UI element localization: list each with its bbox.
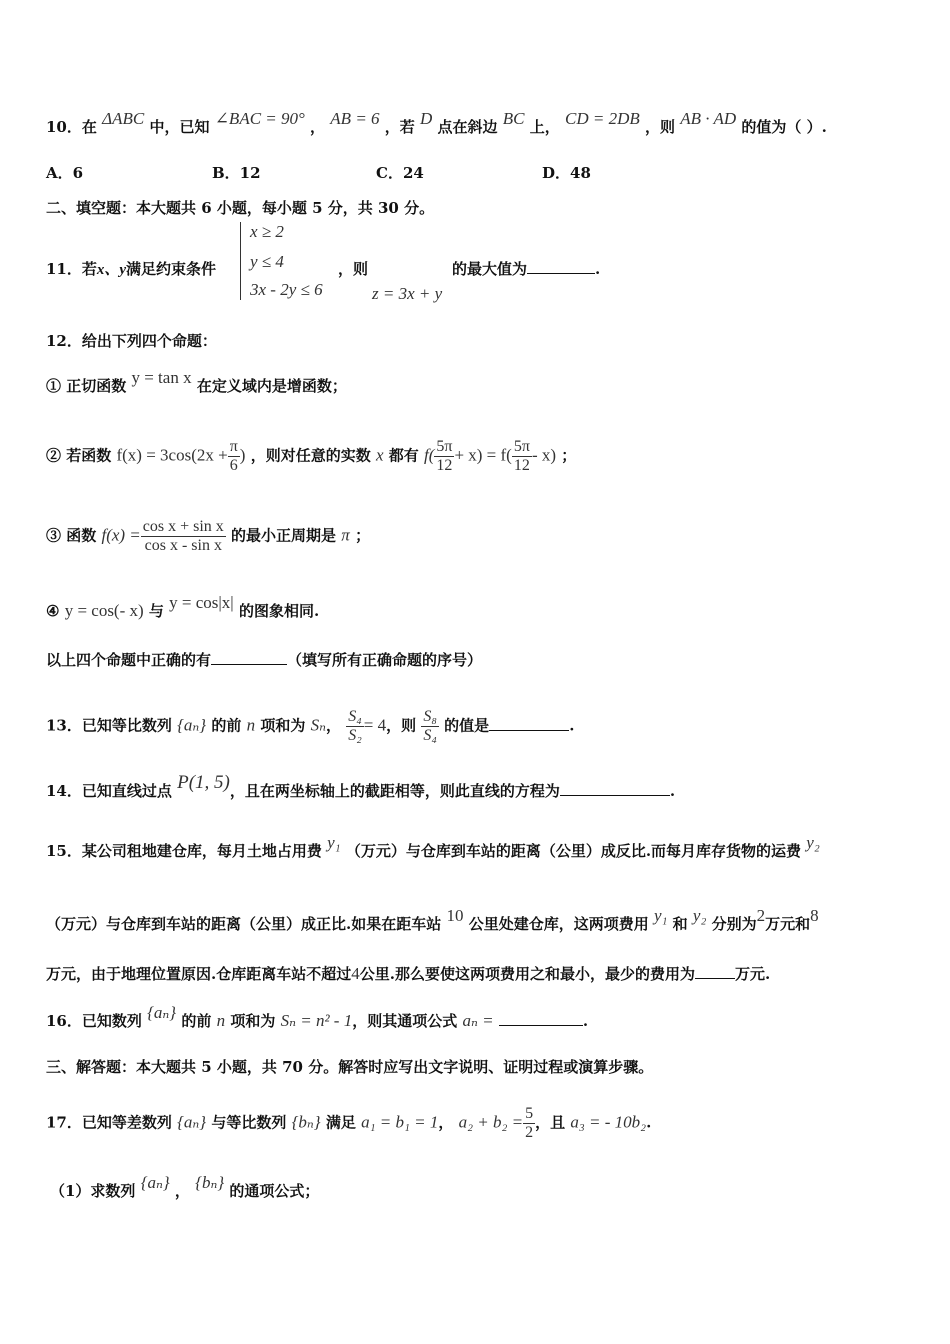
q12-p4-text: ④ (46, 602, 60, 620)
question-17 (46, 1105, 651, 1142)
q10-cd: CD = 2DB (565, 109, 640, 128)
q14-answer-blank[interactable] (560, 781, 670, 796)
q10-text: 的值为（ ）. (741, 118, 827, 136)
q12-answer-blank[interactable] (211, 650, 287, 665)
q17-text: 满足 (325, 1113, 356, 1132)
q10-number: 10．在 (46, 118, 97, 136)
q13-end: . (569, 716, 575, 735)
q12-p2-text: 都有 (388, 446, 419, 465)
question-14 (46, 772, 676, 802)
q15-text: 万元. (734, 965, 771, 983)
q12-intro: 12．给出下列四个命题： (46, 332, 217, 350)
q17-part1-sep: ， (174, 1182, 190, 1200)
q15-text: 和 (672, 915, 688, 933)
q10-ab: AB = 6 (330, 109, 380, 128)
frac-den: 12 (513, 457, 530, 474)
q17-fraction (523, 1105, 535, 1142)
frac-den: S₄ (423, 727, 437, 744)
q14-end: . (669, 782, 676, 800)
frac-num: S₈ (423, 708, 437, 725)
q12-p3-fraction (141, 518, 226, 555)
q17-part1-a: {aₙ} (140, 1173, 170, 1192)
q16-text: 的前 (181, 1012, 212, 1030)
q16-text: ，则其通项公式 (352, 1012, 458, 1030)
q12-p4-text: 与 (148, 602, 164, 620)
q12-p1-text: ① 正切函数 (46, 377, 127, 395)
q13-ratio-1 (346, 708, 364, 745)
section-2-heading: 二、填空题：本大题共 6 小题，每小题 5 分，共 30 分。 (46, 199, 435, 217)
q12-p2-rhs: - x) (531, 445, 557, 465)
q11-text: 的最大值为 (452, 260, 528, 278)
q17-part1-text: （1）求数列 (50, 1182, 136, 1200)
q15-y1: y₁ (327, 833, 341, 852)
q13-text: 项和为 (260, 716, 306, 735)
q12-proposition-4 (46, 593, 320, 621)
q17-sequence-b: {bₙ} (291, 1112, 321, 1132)
question-15-line-2 (46, 906, 819, 934)
q12-p2-fraction (228, 438, 240, 475)
q10-option-b: B．12 (212, 164, 261, 182)
q12-p3-pi: π (341, 525, 350, 545)
q10-option-d: D．48 (542, 164, 591, 182)
q12-summary (46, 649, 482, 670)
q11-end: . (595, 260, 601, 278)
q12-p1-formula: y = tan x (131, 368, 192, 387)
q17-condition-2: a₂ + b₂ = (458, 1112, 524, 1132)
q12-p2-x: x (375, 445, 384, 465)
q17-sequence-a: {aₙ} (177, 1112, 207, 1132)
q13-sequence: {aₙ} (177, 715, 207, 735)
q17-end: . (646, 1113, 652, 1132)
q10-text: ，若 (384, 118, 415, 136)
q13-answer-blank[interactable] (489, 716, 569, 731)
q11-vars: x、y (96, 262, 127, 278)
q11-text: ，则 (338, 260, 369, 278)
q10-angle: ∠BAC = 90° (214, 109, 305, 128)
q16-sequence: {aₙ} (147, 1003, 177, 1022)
q15-text: 公里处建仓库，这两项费用 (468, 915, 649, 933)
q12-p2-formula: ) (239, 445, 246, 465)
frac-num: cos x + sin x (142, 518, 224, 535)
frac-num: 5 (525, 1105, 534, 1122)
q17-condition-1: a₁ = b₁ = 1 (361, 1112, 439, 1132)
q11-answer-blank[interactable] (527, 259, 595, 274)
q16-text: 项和为 (230, 1012, 276, 1030)
question-15-line-1 (46, 833, 820, 861)
q12-p2-lfrac (434, 438, 454, 475)
frac-den: cos x - sin x (144, 537, 222, 554)
q11-text: 满足约束条件 (126, 260, 217, 278)
q12-p2-end: ； (561, 446, 577, 465)
q14-point: P(1, 5) (177, 772, 230, 793)
q12-p2-lhs: f( (423, 445, 435, 465)
q12-p3-text: ③ 函数 (46, 526, 97, 545)
q15-four: 4 (351, 964, 360, 983)
question-15-line-3 (46, 963, 770, 984)
q15-text: （万元）与仓库到车站的距离（公里）成正比.如果在距车站 (46, 915, 442, 933)
q16-sum-formula: Sₙ = n² - 1 (280, 1011, 353, 1030)
q11-tail (338, 258, 368, 279)
q14-number: 14．已知直线过点 (46, 782, 172, 800)
q16-number: 16．已知数列 (46, 1012, 142, 1030)
q11-brace (240, 222, 249, 300)
q17-part1-b: {bₙ} (195, 1173, 225, 1192)
q15-text: 万元和 (765, 915, 811, 933)
q17-part-1 (50, 1173, 320, 1201)
q12-p2-rfrac (512, 438, 532, 475)
q12-p4-text: 的图象相同. (238, 602, 320, 620)
question-13 (46, 708, 574, 745)
q16-end: . (582, 1012, 589, 1030)
q12-p3-lhs: f(x) = (101, 525, 141, 545)
q12-proposition-3 (46, 518, 370, 555)
q15-text: （万元）与仓库到车站的距离（公里）成反比.而每月库存货物的运费 (345, 842, 802, 860)
q17-text: ， (438, 1113, 454, 1132)
q11-constraint-1: x ≥ 2 (250, 222, 284, 241)
q12-p2-text: ② 若函数 (46, 446, 112, 465)
q13-eq: = 4 (363, 715, 387, 735)
q12-p2-text: ，则对任意的实数 (250, 446, 371, 465)
q10-text: 点在斜边 (437, 118, 498, 136)
frac-den: 12 (436, 457, 453, 474)
q16-general-term: aₙ = (462, 1011, 494, 1030)
q11-objective: z = 3x + y (372, 284, 443, 303)
q12-proposition-2 (46, 438, 576, 475)
q12-p2-formula: f(x) = 3cos(2x + (116, 445, 228, 465)
q10-text: 上， (529, 118, 560, 136)
q11-answer (452, 258, 600, 279)
q13-number: 13．已知等比数列 (46, 716, 172, 735)
q13-sn: Sₙ (310, 715, 326, 735)
q12-summary-text: 以上四个命题中正确的有 (46, 651, 212, 669)
q12-p3-text: 的最小正周期是 (231, 526, 337, 545)
q10-option-a: A．6 (46, 164, 84, 182)
q12-p1-text: 在定义域内是增函数； (196, 377, 347, 395)
frac-den: S₂ (348, 727, 362, 744)
q12-summary-note: （填写所有正确命题的序号） (287, 651, 483, 669)
q13-text: 的前 (211, 716, 242, 735)
q15-y1: y₁ (653, 906, 668, 925)
q15-text: 公里.那么要使这两项费用之和最小，最少的费用为 (359, 965, 695, 983)
q10-option-c: C．24 (376, 164, 424, 182)
q17-text: ，且 (535, 1113, 566, 1132)
q10-point-d: D (420, 109, 433, 128)
question-10 (46, 109, 827, 137)
question-16 (46, 1003, 589, 1031)
q10-text: 中，已知 (149, 118, 210, 136)
frac-num: 5π (436, 438, 453, 455)
q15-eight: 8 (810, 906, 819, 925)
q11-constraint-2: y ≤ 4 (250, 252, 284, 271)
q15-y2: y₂ (806, 833, 820, 852)
q12-p2-mid: + x) = f( (454, 445, 512, 465)
q17-condition-3: a₃ = - 10b₂ (570, 1112, 647, 1132)
q15-answer-blank[interactable] (695, 964, 735, 979)
frac-num: 5π (513, 438, 530, 455)
q10-dot-product: AB · AD (680, 109, 737, 128)
q13-ratio-2 (421, 708, 439, 745)
frac-den: 2 (525, 1124, 534, 1141)
q10-text: ，则 (645, 118, 676, 136)
q16-n: n (216, 1011, 226, 1030)
q12-p4-formula-2: y = cos|x| (169, 593, 234, 612)
q17-number: 17．已知等差数列 (46, 1113, 172, 1132)
q15-ten: 10 (446, 906, 464, 925)
q17-text: 与等比数列 (211, 1113, 287, 1132)
q14-text: ，且在两坐标轴上的截距相等，则此直线的方程为 (229, 782, 560, 800)
q12-p3-end: ； (355, 526, 371, 545)
q12-p4-formula-1: y = cos(- x) (64, 601, 144, 620)
q15-y2: y₂ (692, 906, 707, 925)
q10-text: ， (310, 118, 326, 136)
q15-text: 15．某公司租地建仓库，每月土地占用费 (46, 842, 322, 860)
q13-text: ， (325, 716, 341, 735)
q17-part1-text: 的通项公式； (229, 1182, 320, 1200)
section-3-heading: 三、解答题：本大题共 5 小题，共 70 分。解答时应写出文字说明、证明过程或演算步骤。 (46, 1058, 654, 1076)
q15-text: 万元，由于地理位置原因.仓库距离车站不超过 (46, 965, 352, 983)
q12-proposition-1 (46, 368, 347, 396)
question-11 (46, 258, 216, 279)
q16-answer-blank[interactable] (499, 1011, 583, 1026)
q10-bc: BC (502, 109, 525, 128)
frac-den: 6 (229, 457, 238, 474)
q13-text: ，则 (386, 716, 417, 735)
frac-num: π (229, 438, 238, 455)
q15-two: 2 (756, 906, 766, 925)
q15-text: 分别为 (711, 915, 757, 933)
q11-number: 11．若 (46, 260, 97, 278)
frac-num: S₄ (348, 708, 362, 725)
q11-constraint-3: 3x - 2y ≤ 6 (250, 280, 323, 299)
q13-n: n (246, 715, 256, 735)
q10-triangle: ΔABC (102, 109, 145, 128)
q13-text: 的值是 (444, 716, 490, 735)
